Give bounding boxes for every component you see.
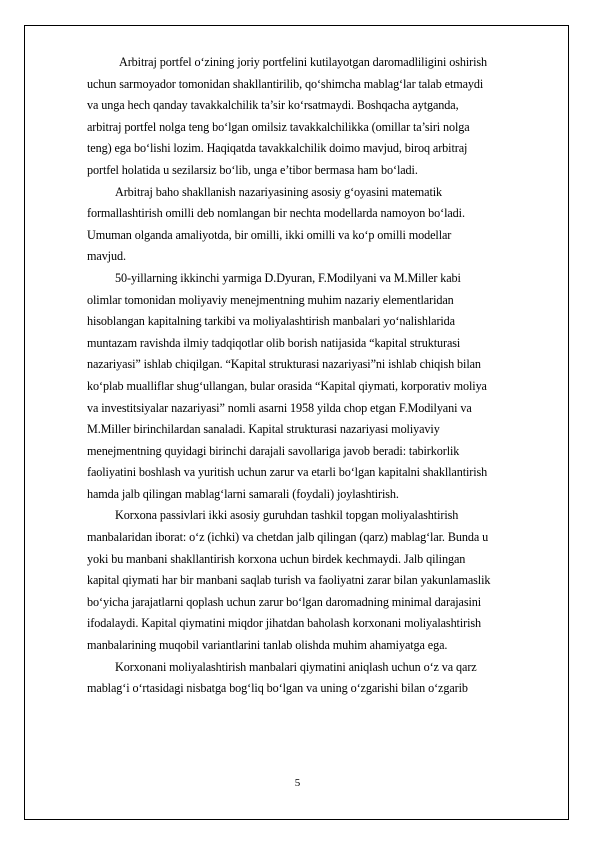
text-line: arbitraj portfel nolga teng bo‘lgan omilsiz tavakkalchilikka (omillar ta’siri nolga [87,119,470,134]
text-line: M.Miller birinchilardan sanaladi. Kapital strukturasi nazariyasi moliyaviy [87,422,440,437]
text-line: bo‘yicha jarajatlarni qoplash uchun zarur bo‘lgan daromadning minimal darajasini [87,594,482,609]
text-line: muntazam ravishda ilmiy tadqiqotlar olib borish natijasida “kapital strukturasi [87,335,461,350]
text-line: 50-yillarning ikkinchi yarmiga D.Dyuran, F.Modilyani va M.Miller kabi [115,270,461,285]
text-line: Korxona passivlari ikki asosiy guruhdan tashkil topgan moliyalashtirish [115,508,459,523]
text-line: ifodalaydi. Kapital qiymatini miqdor jihatdan baholash korxonani moliyalashtirish [87,616,482,631]
text-line: mavjud. [87,249,126,264]
text-line: Korxonani moliyalashtirish manbalari qiymatini aniqlash uchun o‘z va qarz [115,659,477,674]
text-line: menejmentning quyidagi birinchi darajali savollariga javob beradi: tabirkorlik [87,443,460,458]
text-line: ko‘plab mualliflar shug‘ullangan, bular orasida “Kapital qiymati, korporativ moliya [87,378,487,393]
text-line: hamda jalb qilingan mablag‘larni samarali (foydali) joylashtirish. [87,486,399,501]
text-line: mablag‘i o‘rtasidagi nisbatga bog‘liq bo‘lgan va uning o‘zgarishi bilan o‘zgarib [87,681,468,696]
text-line: Arbitraj portfel o‘zining joriy portfelini kutilayotgan daromadliligini oshirish [119,55,488,69]
text-line: faoliyatini boshlash va yuritish uchun zarur va etarli bo‘lgan kapitalni shakllantirish [87,465,488,480]
document-text [87,52,563,700]
text-line: Umuman olganda amaliyotda, bir omilli, ikki omilli va ko‘p omilli modellar [87,227,452,242]
text-line: portfel holatida u sezilarsiz bo‘lib, unga e’tibor bermasa ham bo‘ladi. [87,162,418,177]
text-line: va unga hech qanday tavakkalchilik ta’sir ko‘rsatmaydi. Boshqacha aytganda, [87,98,459,113]
text-line: uchun sarmoyador tomonidan shakllantirilib, qo‘shimcha mablag‘lar talab etmaydi [87,76,484,91]
text-line: hisoblangan kapitalning tarkibi va moliyalashtirish manbalari yo‘nalishlarida [87,314,455,329]
text-line: manbalaridan iborat: o‘z (ichki) va chetdan jalb qilingan (qarz) mablag‘lar. Bunda u [87,530,489,545]
text-line: formallashtirish omilli deb nomlangan bir nechta modellarda namoyon bo‘ladi. [87,206,465,221]
text-line: nazariyasi” ishlab chiqilgan. “Kapital strukturasi nazariyasi”ni ishlab chiqish bilan [87,357,481,372]
text-line: yoki bu manbani shakllantirish korxona uchun birdek kechmaydi. Jalb qilingan [87,551,466,566]
text-line: olimlar tomonidan moliyaviy menejmentning muhim nazariy elementlaridan [87,292,454,307]
text-line: Arbitraj baho shakllanish nazariyasining asosiy g‘oyasini matematik [115,184,443,199]
text-line: teng) ega bo‘lishi lozim. Haqiqatda tavakkalchilik doimo mavjud, biroq arbitraj [87,141,468,156]
text-line: kapital qiymati har bir manbani saqlab turish va faoliyatni zarar bilan yakunlamaslik [87,573,491,588]
text-line: va investitsiyalar nazariyasi” nomli asarni 1958 yilda chop etgan F.Modilyani va [87,400,472,415]
page-number: 5 [294,777,301,789]
text-line: manbalarining muqobil variantlarini tanlab olishda muhim ahamiyatga ega. [87,638,448,653]
